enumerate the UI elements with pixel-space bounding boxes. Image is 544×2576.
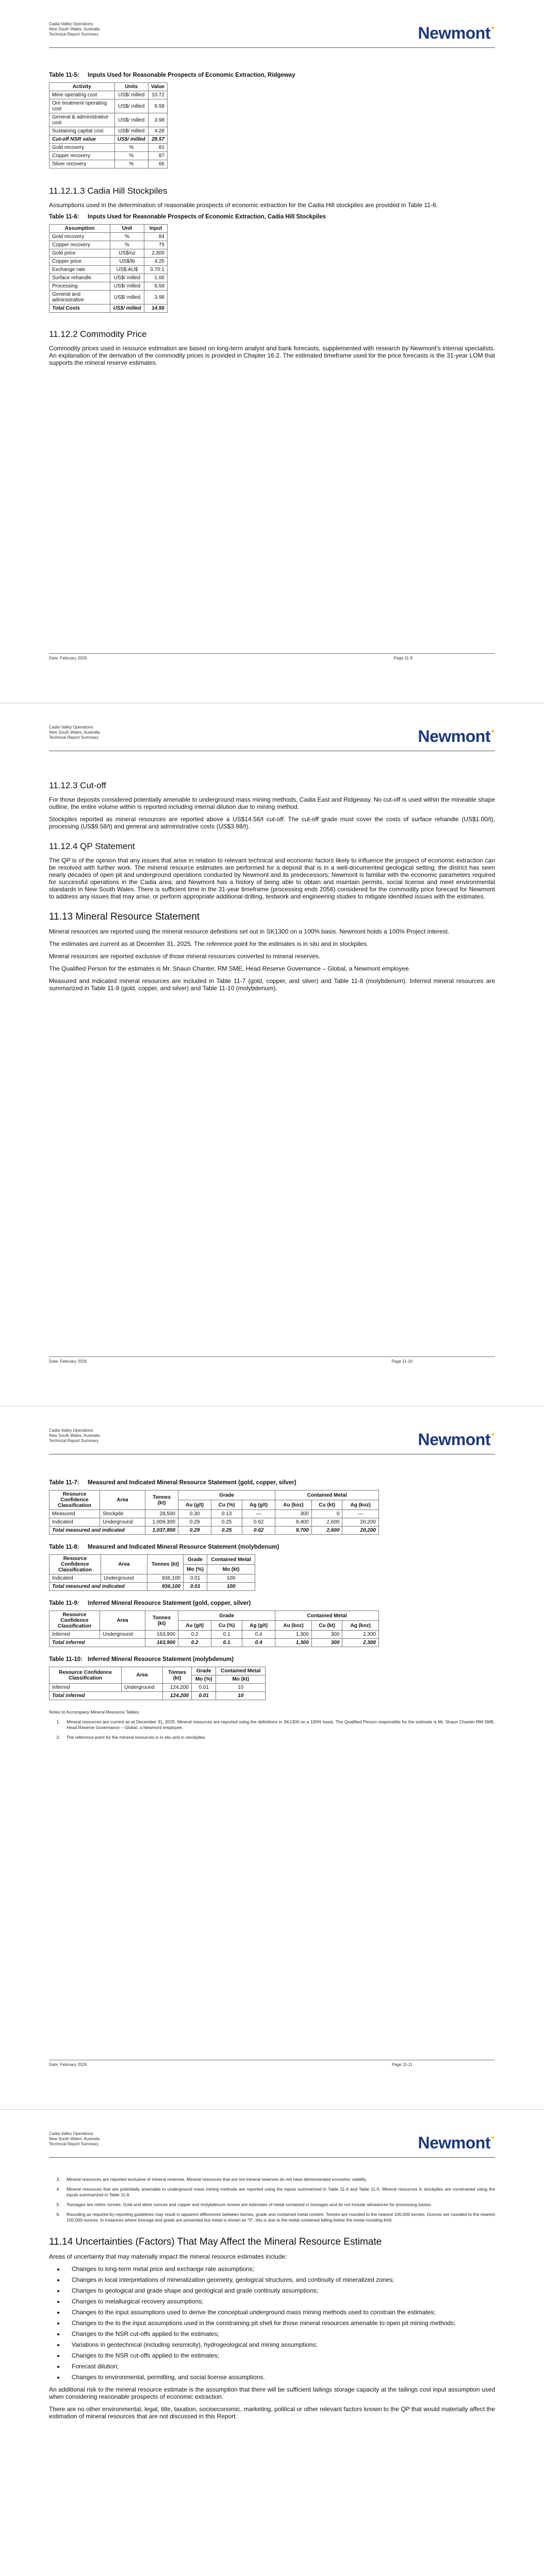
note-item: 3. Mineral resources are reported exclusive of mineral reserves. Mineral resources that are not mineral reserves do not have demonstrated economic viability. — [61, 2177, 495, 2182]
cell: 87 — [148, 152, 167, 160]
cell: Inferred — [50, 1631, 100, 1639]
star-icon — [491, 26, 495, 30]
table-row — [50, 233, 168, 241]
table-11-9 — [49, 1611, 379, 1647]
cell: 0.62 — [242, 1527, 275, 1535]
col-header: Contained Metal — [275, 1611, 379, 1621]
section-heading: 11.14 Uncertainties (Factors) That May Affect the Mineral Resource Estimate — [49, 2236, 382, 2247]
col-header: Activity — [50, 83, 115, 91]
section-heading: 11.12.2 Commodity Price — [49, 329, 147, 339]
table-11-5 — [49, 82, 168, 168]
cell: Gold recovery — [50, 144, 115, 152]
page-11-12 — [0, 2110, 544, 2576]
col-header: Area — [100, 1490, 145, 1510]
list-item: • Changes to environmental, permitting, and social license assumptions. — [64, 2374, 495, 2381]
table-title: Inferred Mineral Resource Statement (gold, copper, silver) — [88, 1600, 251, 1606]
star-icon — [491, 729, 495, 733]
col-subheader: Ag (koz) — [342, 1621, 379, 1631]
notes-title: Notes to Accompany Mineral Resource Tables: — [49, 1709, 140, 1715]
col-header: Grade — [192, 1667, 216, 1675]
cell: Gold price — [50, 249, 110, 258]
header-divider — [49, 47, 495, 48]
cell: 0.1 — [211, 1639, 242, 1647]
cell: 2,600 — [311, 1518, 342, 1527]
table-caption — [49, 72, 495, 78]
cell: Total measured and indicated — [50, 1527, 145, 1535]
table-title: Inferred Mineral Resource Statement (molybdenum) — [88, 1656, 234, 1663]
cell: % — [114, 160, 148, 168]
col-header: Value — [148, 83, 167, 91]
paragraph: For those deposits considered potentially amenable to underground mass mining methods, Cadia East and Ridgeway. No cut-off is used within the mineable shape outline, the entire volume within is reported including internal dilution due to mining method. — [49, 796, 495, 810]
cell: 2,300 — [342, 1631, 379, 1639]
cell: Copper recovery — [50, 152, 115, 160]
cell: 936,100 — [147, 1583, 184, 1591]
cell: Copper recovery — [50, 241, 110, 249]
cell: Sustaining capital cost — [50, 127, 115, 135]
table-caption — [49, 1480, 495, 1486]
table-row — [50, 266, 168, 274]
col-header: Area — [101, 1555, 147, 1574]
logo-text: Newmont — [418, 1430, 490, 1449]
header-line-2: New South Wales, Australia — [49, 730, 100, 735]
cell: Silver recovery — [50, 160, 115, 168]
table-11-6 — [49, 224, 168, 313]
col-subheader: Cu (kt) — [311, 1500, 342, 1510]
cell: % — [114, 144, 148, 152]
cell: 20,200 — [342, 1518, 379, 1527]
table-title: Inputs Used for Reasonable Prospects of Economic Extraction, Cadia Hill Stockpiles — [88, 214, 326, 220]
cell: 66 — [148, 160, 167, 168]
page-number: Page 11-9 — [393, 656, 413, 660]
paragraph: Assumptions used in the determination of reasonable prospects of economic extraction for the Cadia Hill stockpiles are provided in Table 11-6. — [49, 201, 438, 209]
star-icon — [491, 2136, 495, 2140]
table-row — [50, 1684, 266, 1692]
col-subheader: Au (koz) — [275, 1500, 312, 1510]
table-caption — [49, 1544, 495, 1550]
cell: 2,600 — [311, 1527, 342, 1535]
cell: 81 — [148, 144, 167, 152]
star-icon — [491, 1432, 495, 1436]
cell: Exchange rate — [50, 266, 110, 274]
cell: 1,300 — [275, 1639, 312, 1647]
col-header: Resource Confidence Classification — [50, 1490, 100, 1510]
table-row — [50, 258, 168, 266]
section-heading: 11.12.1.3 Cadia Hill Stockpiles — [49, 186, 168, 196]
col-subheader: Au (g/t) — [178, 1500, 211, 1510]
logo-text: Newmont — [418, 2133, 490, 2152]
cell: 0.29 — [178, 1518, 211, 1527]
paragraph: Mineral resources are reported using the mineral resource definitions set out in SK1300 on a 100% basis. Newmont holds a 100% Project interest. — [49, 928, 450, 935]
uncertainty-list — [64, 2265, 495, 2381]
table-row — [50, 274, 168, 282]
table-row — [50, 1518, 379, 1527]
cell: 3.98 — [148, 113, 167, 127]
footer-date: Date: February 2026 — [49, 2062, 87, 2067]
table-notes-continued — [49, 2177, 495, 2223]
cell: % — [110, 233, 144, 241]
cell: 28.57 — [148, 135, 167, 144]
cell: 3.98 — [144, 291, 168, 304]
table-row — [50, 144, 168, 152]
cell: Inferred — [50, 1684, 122, 1692]
col-subheader: Cu (kt) — [311, 1621, 342, 1631]
table-title: Inputs Used for Reasonable Prospects of Economic Extraction, Ridgeway — [88, 72, 295, 78]
col-subheader: Au (koz) — [275, 1621, 312, 1631]
cell: Underground — [122, 1684, 163, 1692]
paragraph: There are no other environmental, legal, title, taxation, socioeconomic, marketing, political or other relevant factors known to the QP that would materially affect the estimation of mineral resources that are not discussed in this Report. — [49, 2405, 495, 2420]
table-title: Measured and Indicated Mineral Resource Statement (gold, copper, silver) — [88, 1480, 296, 1486]
cell: 0.25 — [211, 1518, 242, 1527]
cell: 163,900 — [145, 1639, 178, 1647]
cell: US$/ milled — [114, 127, 148, 135]
cell: Stockpile — [100, 1510, 145, 1518]
table-row — [50, 1574, 255, 1583]
cell: % — [114, 152, 148, 160]
cell: Copper price — [50, 258, 110, 266]
col-header: Unit — [110, 225, 144, 233]
cell: US$/ milled — [114, 135, 148, 144]
cell: 1.00 — [144, 274, 168, 282]
cell: 10 — [216, 1684, 266, 1692]
col-header: Grade — [178, 1490, 275, 1500]
note-item: 5. Tonnages are metric tonnes. Gold and silver ounces and copper and molybdenum tonnes are estimates of metal contained in tonnages and do not include allowances for processing losses. — [61, 2202, 495, 2208]
cell: 10.72 — [148, 91, 167, 99]
cell: Underground — [100, 1518, 145, 1527]
page-footer — [49, 1357, 495, 1365]
cell: 0.13 — [211, 1510, 242, 1518]
header-line-1: Cadia Valley Operations — [49, 1428, 93, 1433]
cell: 9,700 — [275, 1527, 312, 1535]
cell: 10 — [216, 1692, 266, 1700]
note-item: 2. The reference point for the mineral resources is in situ and in stockpiles. — [61, 1735, 495, 1740]
col-header: Grade — [178, 1611, 275, 1621]
cell: Total Costs — [50, 304, 110, 313]
col-header: Contained Metal — [216, 1667, 266, 1675]
col-header: Units — [114, 83, 148, 91]
cell: US$/ milled — [110, 274, 144, 282]
header-line-3: Technical Report Summary — [49, 735, 99, 740]
col-subheader: Ag (g/t) — [242, 1621, 275, 1631]
cell: 0.01 — [192, 1692, 216, 1700]
list-item: • Changes to the NSR cut-offs applied to the estimates; — [64, 2352, 495, 2359]
cell: Surface rehandle — [50, 274, 110, 282]
cell: 4.25 — [144, 258, 168, 266]
cell: 100 — [207, 1583, 255, 1591]
page-header — [49, 22, 495, 46]
paragraph: Mineral resources are reported exclusive of those mineral resources converted to mineral reserves. — [49, 953, 321, 960]
table-11-8 — [49, 1554, 255, 1591]
header-line-1: Cadia Valley Operations — [49, 725, 93, 730]
cell: Indicated — [50, 1518, 100, 1527]
cell: Gold recovery — [50, 233, 110, 241]
cell: 0.4 — [242, 1639, 275, 1647]
cell: US$/ milled — [110, 304, 144, 313]
cell: — — [342, 1510, 379, 1518]
header-divider — [49, 2157, 495, 2158]
list-item: • Changes to geological and grade shape and geological and grade continuity assumptions; — [64, 2287, 495, 2294]
cell: 300 — [311, 1631, 342, 1639]
col-header: Resource Confidence Classification — [50, 1555, 101, 1574]
cell: 0.01 — [192, 1684, 216, 1692]
page-number: Page 11-11 — [391, 2062, 413, 2067]
paragraph: Areas of uncertainty that may materially impact the mineral resource estimates include: — [49, 2253, 287, 2260]
cell: 0.01 — [184, 1574, 207, 1583]
cell: 0.29 — [178, 1527, 211, 1535]
list-item: • Forecast dilution; — [64, 2363, 495, 2370]
header-line-3: Technical Report Summary — [49, 1438, 99, 1443]
header-line-2: New South Wales, Australia — [49, 1433, 100, 1438]
newmont-logo — [418, 727, 496, 746]
list-item: • Changes to the NSR cut-offs applied to the estimates; — [64, 2330, 495, 2337]
col-subheader: Mo (kt) — [207, 1565, 255, 1574]
col-subheader: Ag (g/t) — [242, 1500, 275, 1510]
table-row — [50, 241, 168, 249]
table-row — [50, 1631, 379, 1639]
cell: 1,009,300 — [145, 1518, 178, 1527]
page-header — [49, 725, 495, 750]
cell: 84 — [144, 233, 168, 241]
cell: 0.2 — [178, 1631, 211, 1639]
list-item: • Changes to the input assumptions used to derive the conceptual underground mass mining methods used to constrain the estimates; — [64, 2309, 495, 2316]
table-row — [50, 1510, 379, 1518]
cell: 124,200 — [163, 1692, 192, 1700]
newmont-logo — [418, 2133, 496, 2153]
table-total-row — [50, 1527, 379, 1535]
page-11-9 — [0, 0, 544, 703]
table-row — [50, 127, 168, 135]
cell: 75 — [144, 241, 168, 249]
paragraph: Measured and indicated mineral resources are included in Table 11-7 (gold, copper, and silver) and Table 11-8 (molybdenum). Inferred mineral resources are summarized in Table 11-9 (gold, copper, and silver) and Table 11-10 (molybdenum). — [49, 977, 495, 992]
cell: General and administrative — [50, 291, 110, 304]
table-row — [50, 99, 168, 113]
list-item: • Changes to the to the input assumptions used in the constraining pit shell for those mineral resources amenable to open pit mining methods; — [64, 2319, 495, 2327]
col-header: Resource Confidence Classification — [50, 1611, 100, 1631]
cell: 28,500 — [145, 1510, 178, 1518]
table-row — [50, 113, 168, 127]
cell: Processing — [50, 282, 110, 291]
cell: Mine operating cost — [50, 91, 115, 99]
cell: Underground — [101, 1574, 147, 1583]
cell: 0.25 — [211, 1527, 242, 1535]
col-subheader: Cu (%) — [211, 1621, 242, 1631]
cell: 1,037,800 — [145, 1527, 178, 1535]
section-heading: 11.13 Mineral Resource Statement — [49, 911, 200, 922]
cell: 9.58 — [148, 99, 167, 113]
cell: 0.70:1 — [144, 266, 168, 274]
cell: Measured — [50, 1510, 100, 1518]
cell: % — [110, 241, 144, 249]
table-number: Table 11-10: — [49, 1656, 83, 1663]
cell: US$/oz — [110, 249, 144, 258]
col-subheader: Mo (kt) — [216, 1675, 266, 1684]
page-number: Page 11-10 — [391, 1359, 413, 1364]
cell: 4.28 — [148, 127, 167, 135]
cell: US$:AU$ — [110, 266, 144, 274]
cell: 0.2 — [178, 1639, 211, 1647]
cell: US$/ milled — [114, 113, 148, 127]
table-row — [50, 282, 168, 291]
list-item: • Variations in geotechnical (including seismicity), hydrogeological and mining assumptions; — [64, 2341, 495, 2348]
page-header — [49, 1428, 495, 1453]
col-header: Tonnes (kt) — [147, 1555, 184, 1574]
paragraph: The QP is of the opinion that any issues that arise in relation to relevant technical and economic factors likely to influence the prospect of economic extraction can be resolved with further work. The mineral resource estimates are performed for a deposit that is in a well-documented geological setting; the district has seen nearly decades of open pit and underground operations conducted by Newmont and its predecessors; Newmont is familiar with the economic parameters required for successful operations in the Cadia area; and Newmont has a history of being able to obtain and maintain permits, social license and meet environmental standards in New South Wales. There is sufficient time in the 31-year timeframe (processing ends 2056) considered for the commodity price forecast for Newmont to address any issues that may arise, or perform appropriate additional drilling, testwork and engineering studies to mitigate identified issues with the estimates. — [49, 857, 495, 900]
page-header — [49, 2131, 495, 2156]
cell: Underground — [100, 1631, 145, 1639]
cell: US$/ milled — [110, 291, 144, 304]
col-header: Contained Metal — [275, 1490, 379, 1500]
table-number: Table 11-8: — [49, 1544, 79, 1550]
header-line-2: New South Wales, Australia — [49, 27, 100, 31]
section-heading: 11.12.3 Cut-off — [49, 781, 106, 790]
footer-date: Date: February 2026 — [49, 656, 87, 660]
cell: 0.62 — [242, 1518, 275, 1527]
cell: 14.56 — [144, 304, 168, 313]
col-subheader: Mo (%) — [192, 1675, 216, 1684]
cell: 9,400 — [275, 1518, 312, 1527]
table-row — [50, 249, 168, 258]
table-title: Measured and Indicated Mineral Resource Statement (molybdenum) — [88, 1544, 279, 1550]
page-11-10 — [0, 703, 544, 1406]
col-header: Resource Confidence Classification — [50, 1667, 122, 1684]
col-header: Tonnes (kt) — [145, 1611, 178, 1631]
cell: — — [242, 1510, 275, 1518]
table-number: Table 11-5: — [49, 72, 79, 78]
col-header: Grade — [184, 1555, 207, 1565]
cell: US$/ milled — [114, 91, 148, 99]
cell: General & administrative cost — [50, 113, 115, 127]
col-header: Area — [100, 1611, 145, 1631]
col-header: Assumption — [50, 225, 110, 233]
table-total-row — [50, 1583, 255, 1591]
note-item: 4. Mineral resources that are potentially amenable to underground mass mining methods are reported using the inputs summarized in Table 11-4 and Table 11-5. Mineral resources in stockpiles are constrained using the inputs summarized in Table 11-6. — [61, 2187, 495, 2198]
cell: 124,200 — [163, 1684, 192, 1692]
col-subheader: Cu (%) — [211, 1500, 242, 1510]
paragraph: Stockpiles reported as mineral resources are reported above a US$14.56/t cut-off. The cut-off grade must cover the costs of surface rehandle (US$1.00/t), processing (US$9.58/t) and general and administrative costs (US$3.98/t). — [49, 816, 495, 830]
page-11-11 — [0, 1406, 544, 2110]
header-line-3: Technical Report Summary — [49, 32, 99, 37]
cell: US$/ milled — [114, 99, 148, 113]
header-line-1: Cadia Valley Operations — [49, 2131, 93, 2136]
col-header: Input — [144, 225, 168, 233]
cell: 936,100 — [147, 1574, 184, 1583]
cell: Ore treatment operating cost — [50, 99, 115, 113]
col-subheader: Ag (koz) — [342, 1500, 379, 1510]
cell: 2,300 — [144, 249, 168, 258]
cell: 0.01 — [184, 1583, 207, 1591]
table-11-7 — [49, 1490, 379, 1535]
newmont-logo — [418, 1430, 496, 1449]
table-total-row — [50, 304, 168, 313]
cell: Total inferred — [50, 1639, 145, 1647]
list-item: • Changes to metallurgical recovery assumptions; — [64, 2298, 495, 2305]
table-row — [50, 91, 168, 99]
cell: Total inferred — [50, 1692, 163, 1700]
cell: 300 — [311, 1639, 342, 1647]
logo-text: Newmont — [418, 727, 490, 745]
table-row — [50, 291, 168, 304]
cell: 9.58 — [144, 282, 168, 291]
cell: 300 — [275, 1510, 312, 1518]
table-caption — [49, 1656, 495, 1663]
cell: 0.30 — [178, 1510, 211, 1518]
page-footer — [49, 2060, 495, 2068]
cell: Cut-off NSR value — [50, 135, 115, 144]
col-header: Area — [122, 1667, 163, 1684]
cell: 100 — [207, 1574, 255, 1583]
table-caption — [49, 1600, 495, 1606]
table-number: Table 11-7: — [49, 1480, 79, 1486]
paragraph: Commodity prices used in resource estimation are based on long-term analyst and bank forecasts, supplemented with research by Newmont's internal specialists. An explanation of the derivation of the commodity prices is provided in Chapter 16.2. The estimated timeframe used for the price forecasts is the 31-year LOM that supports the mineral reserve estimates. — [49, 345, 495, 366]
cell: 1,300 — [275, 1631, 312, 1639]
col-header: Tonnes (kt) — [163, 1667, 192, 1684]
table-number: Table 11-9: — [49, 1600, 79, 1606]
col-subheader: Mo (%) — [184, 1565, 207, 1574]
cell: US$/ milled — [110, 282, 144, 291]
table-notes — [49, 1709, 495, 1740]
paragraph: An additional risk to the mineral resource estimate is the assumption that there will be sufficient tailings storage capacity at the tailings cost input assumption used when considering reasonable prospects of economic extraction. — [49, 2386, 495, 2400]
header-line-3: Technical Report Summary — [49, 2142, 99, 2146]
newmont-logo — [418, 24, 496, 43]
cell: 0.1 — [211, 1631, 242, 1639]
cell: 0.4 — [242, 1631, 275, 1639]
col-subheader: Au (g/t) — [178, 1621, 211, 1631]
paragraph: The Qualified Person for the estimates is Mr. Shaun Chanter, RM SME, Head Reserve Governance – Global, a Newmont employee. — [49, 965, 410, 972]
cell: 20,200 — [342, 1527, 379, 1535]
cell: Indicated — [50, 1574, 101, 1583]
col-header: Tonnes (kt) — [145, 1490, 178, 1510]
footer-date: Date: February 2026 — [49, 1359, 87, 1364]
header-line-1: Cadia Valley Operations — [49, 22, 93, 26]
col-header: Contained Metal — [207, 1555, 255, 1565]
note-item: 1. Mineral resources are current as at December 31, 2025. Mineral resources are reported using the definitions in SK1300 on a 100% basis. The Qualified Person responsible for the estimate is Mr. Shaun Chanter RM SME, Head Reserve Governance – Global, a Newmont employee. — [61, 1719, 495, 1731]
section-heading: 11.12.4 QP Statement — [49, 841, 135, 851]
list-item: • Changes to long-term metal price and exchange rate assumptions; — [64, 2265, 495, 2273]
table-row — [50, 152, 168, 160]
cell: 163,900 — [145, 1631, 178, 1639]
paragraph: The estimates are current as at December 31, 2025. The reference point for the estimates is in situ and in stockpiles. — [49, 940, 369, 947]
list-item: • Changes in local interpretations of mineralization geometry, geological structures, and continuity of mineralized zones; — [64, 2276, 495, 2283]
note-item: 6. Rounding as required by reporting guidelines may result in apparent differences between tonnes, grade and contained metal content. Tonnes are rounded to the nearest 100,000 tonnes. Ounces are rounded to the nearest 100,000 ounces. In instances where tonnage and grade are presented but metal is shown as "0", this is due to the metal contained falling below the metal rounding limit. — [61, 2212, 495, 2223]
logo-text: Newmont — [418, 24, 490, 42]
cell: 0 — [311, 1510, 342, 1518]
table-row — [50, 160, 168, 168]
table-number: Table 11-6: — [49, 214, 79, 220]
table-total-row — [50, 135, 168, 144]
page-footer — [49, 653, 495, 662]
table-total-row — [50, 1639, 379, 1647]
table-total-row — [50, 1692, 266, 1700]
cell: 2,300 — [342, 1639, 379, 1647]
table-11-10 — [49, 1667, 266, 1700]
header-line-2: New South Wales, Australia — [49, 2137, 100, 2141]
table-caption — [49, 214, 495, 220]
cell: Total measured and indicated — [50, 1583, 147, 1591]
cell: US$/lb — [110, 258, 144, 266]
